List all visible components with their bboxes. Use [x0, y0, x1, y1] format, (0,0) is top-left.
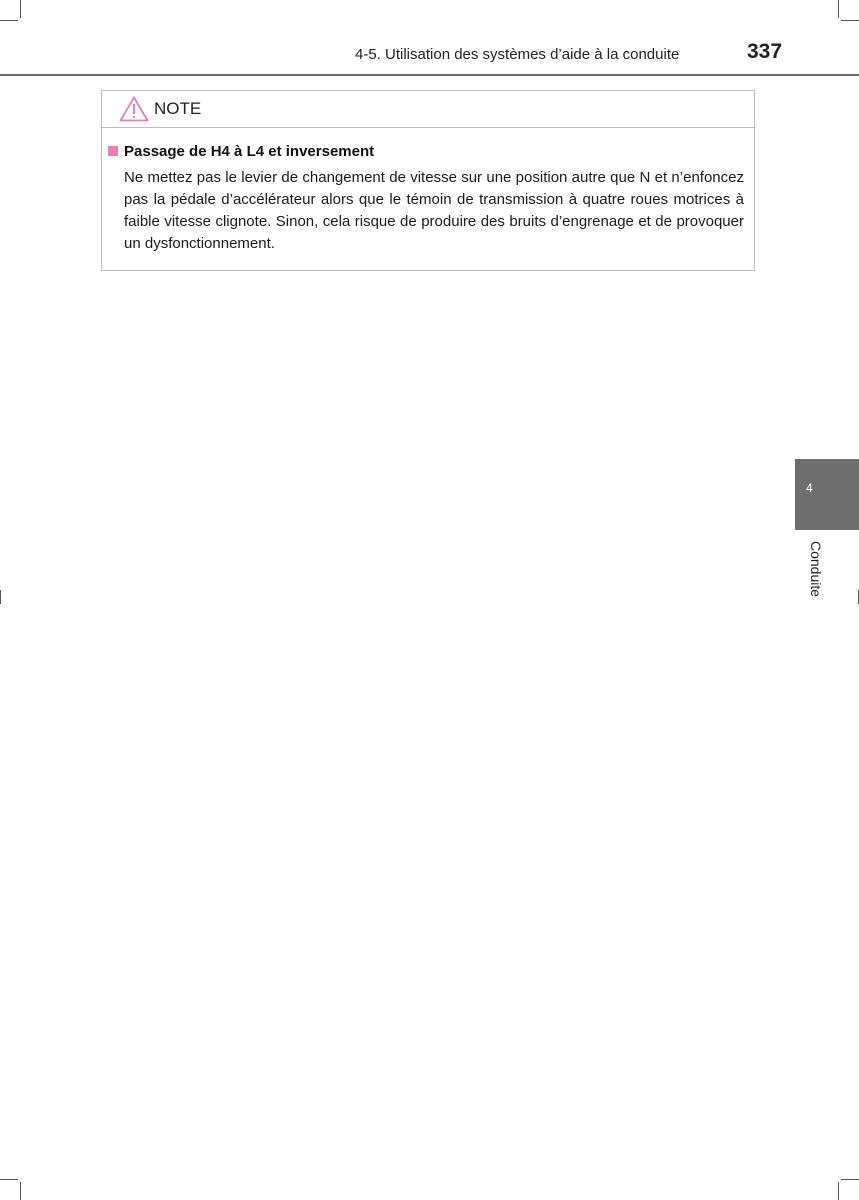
section-header-title: 4-5. Utilisation des systèmes d’aide à la conduite: [355, 46, 680, 63]
note-body: Ne mettez pas le levier de changement de vitesse sur une position autre que N et n’enfoncez pas la pédale d’accélérateur alors que le témoin de transmission à quatre roues motrices à faible vitesse clignote. Sinon, cela risque de produire des bruits d’engrenage et de provoquer un dysfonctionnement.: [124, 169, 744, 252]
chapter-number: 4: [806, 481, 813, 495]
crop-mark: [841, 20, 859, 21]
warning-triangle-icon: [119, 96, 149, 122]
crop-mark: [0, 590, 1, 604]
header-divider: [0, 74, 859, 76]
crop-mark: [0, 20, 18, 21]
note-box: [101, 90, 755, 271]
note-label: NOTE: [154, 99, 202, 118]
note-heading-text: Passage de H4 à L4 et inversement: [124, 143, 375, 160]
chapter-label: Conduite: [808, 541, 824, 598]
crop-mark: [0, 1179, 18, 1180]
crop-mark: [20, 0, 21, 18]
note-heading: [108, 143, 374, 160]
chapter-tab: [795, 459, 859, 530]
crop-mark: [838, 0, 839, 18]
crop-mark: [841, 1179, 859, 1180]
page-number: 337: [747, 40, 783, 63]
crop-mark: [20, 1182, 21, 1200]
square-bullet-icon: [108, 146, 118, 156]
note-header: [102, 91, 754, 128]
crop-mark: [838, 1182, 839, 1200]
